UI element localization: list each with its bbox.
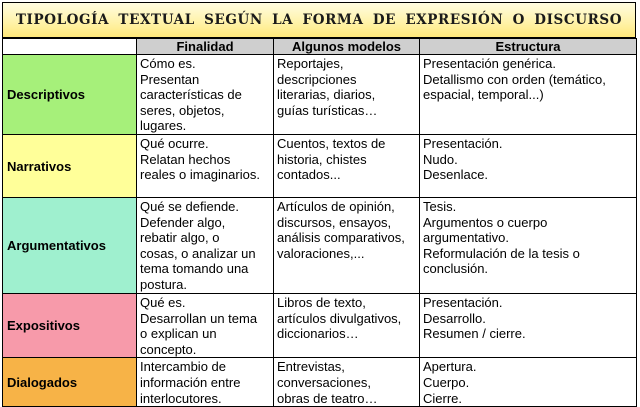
text-line: Reformulación de la tesis o xyxy=(423,245,580,261)
text-line: Apertura. xyxy=(423,359,477,375)
text-line: Cómo es. xyxy=(140,56,196,71)
text-line: Defender algo, xyxy=(140,214,226,230)
text-line: información entre xyxy=(140,374,241,390)
corner-cell xyxy=(3,39,137,55)
typology-table xyxy=(2,38,637,407)
text-line: Intercambio de xyxy=(140,359,226,375)
category-narrativos: Narrativos xyxy=(3,134,137,197)
cell-modelos xyxy=(274,358,420,407)
text-line: Artículos de opinión, xyxy=(277,198,395,214)
text-line: Presentación. xyxy=(423,294,503,310)
cell-modelos xyxy=(274,293,420,357)
text-line: espacial, temporal...) xyxy=(423,87,544,103)
cell-estructura xyxy=(420,55,637,135)
cell-finalidad xyxy=(137,293,274,357)
text-line: lugares. xyxy=(140,118,187,134)
text-line: Cierre. xyxy=(423,390,463,406)
cell-modelos xyxy=(274,55,420,135)
text-line: Tesis. xyxy=(423,198,457,214)
text-line: reales o imaginarios. xyxy=(140,167,260,183)
cell-estructura xyxy=(420,358,637,407)
text-line: artículos divulgativos, xyxy=(277,310,402,326)
text-line: tema tomando una xyxy=(140,261,249,277)
text-line: contados... xyxy=(277,167,341,183)
text-line: Qué se defiende. xyxy=(140,198,240,214)
category-argumentativos: Argumentativos xyxy=(3,197,137,293)
text-line: valoraciones,... xyxy=(277,245,365,261)
table-row xyxy=(3,197,637,293)
text-line: Presentan xyxy=(140,71,200,87)
text-line: Cuentos, textos de xyxy=(277,135,386,151)
cell-finalidad xyxy=(137,55,274,135)
text-line: Libros de texto, xyxy=(277,294,366,310)
text-line: Nudo. xyxy=(423,151,458,167)
cell-estructura xyxy=(420,197,637,293)
text-line: Resumen / cierre. xyxy=(423,326,526,342)
text-line: diccionarios… xyxy=(277,326,359,342)
text-line: obras de teatro… xyxy=(277,390,378,406)
table-row xyxy=(3,293,637,357)
text-line: argumentativo. xyxy=(423,230,509,246)
text-line: concepto. xyxy=(140,341,197,357)
category-expositivos: Expositivos xyxy=(3,293,137,357)
header-finalidad: Finalidad xyxy=(137,39,274,55)
table-row xyxy=(3,358,637,407)
table-title: TIPOLOGÍA TEXTUAL SEGÚN LA FORMA DE EXPRESIÓN O DISCURSO xyxy=(2,2,636,38)
cell-finalidad xyxy=(137,358,274,407)
cell-modelos xyxy=(274,197,420,293)
text-line: interlocutores. xyxy=(140,390,222,406)
table-row xyxy=(3,55,637,135)
text-line: rebatir algo, o xyxy=(140,230,220,246)
text-line: o explican un xyxy=(140,326,217,342)
text-line: Desarrollo. xyxy=(423,310,486,326)
text-line: Presentación. xyxy=(423,135,503,151)
text-line: conclusión. xyxy=(423,261,489,277)
text-line: Desenlace. xyxy=(423,167,489,183)
text-line: guías turísticas… xyxy=(277,102,378,118)
table-row xyxy=(3,134,637,197)
text-line: Qué ocurre. xyxy=(140,135,209,151)
text-line: discursos, ensayos, xyxy=(277,214,392,230)
text-line: análisis comparativos, xyxy=(277,230,405,246)
category-descriptivos: Descriptivos xyxy=(3,55,137,135)
category-dialogados: Dialogados xyxy=(3,358,137,407)
cell-estructura xyxy=(420,293,637,357)
text-line: postura. xyxy=(140,276,187,292)
text-line: seres, objetos, xyxy=(140,102,225,118)
header-estructura: Estructura xyxy=(420,39,637,55)
text-line: literarias, diarios, xyxy=(277,87,376,103)
header-modelos: Algunos modelos xyxy=(274,39,420,55)
text-line: Qué es. xyxy=(140,294,186,310)
text-line: Relatan hechos xyxy=(140,151,231,167)
cell-estructura xyxy=(420,134,637,197)
text-line: Desarrollan un tema xyxy=(140,310,258,326)
text-line: historia, chistes xyxy=(277,151,367,167)
text-line: conversaciones, xyxy=(277,374,371,390)
text-line: Cuerpo. xyxy=(423,374,470,390)
cell-modelos xyxy=(274,134,420,197)
text-line: Presentación genérica. xyxy=(423,56,556,71)
text-line: Entrevistas, xyxy=(277,359,345,375)
text-line: cosas, o analizar un xyxy=(140,245,256,261)
text-line: descripciones xyxy=(277,71,357,87)
cell-finalidad xyxy=(137,197,274,293)
text-line: Argumentos o cuerpo xyxy=(423,214,548,230)
text-line: Reportajes, xyxy=(277,56,344,71)
cell-finalidad xyxy=(137,134,274,197)
text-line: características de xyxy=(140,87,242,103)
header-row xyxy=(3,39,637,55)
text-line: Detallismo con orden (temático, xyxy=(423,71,606,87)
